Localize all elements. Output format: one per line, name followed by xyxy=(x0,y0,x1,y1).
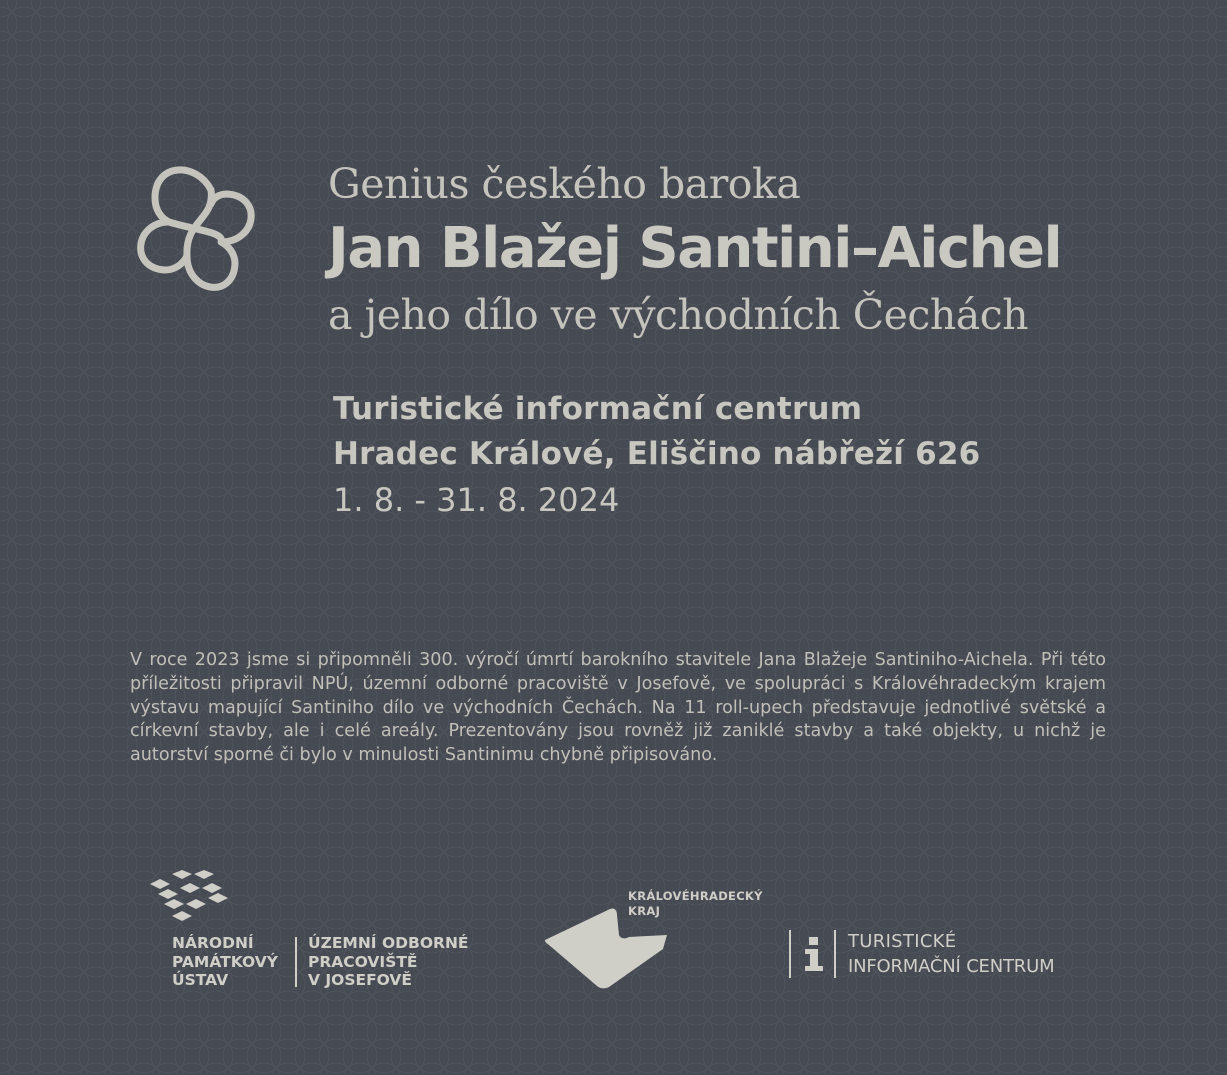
exhibition-subtitle-bottom: a jeho dílo ve východních Čechách xyxy=(328,291,1029,339)
exhibition-dates: 1. 8. - 31. 8. 2024 xyxy=(333,481,620,519)
info-icon xyxy=(804,937,824,971)
npu-branch-text: ÚZEMNÍ ODBORNÉ PRACOVIŠTĚ V JOSEFOVĚ xyxy=(308,934,469,989)
exhibition-subtitle-top: Genius českého baroka xyxy=(328,160,801,208)
exhibition-description: V roce 2023 jsme si připomněli 300. výročí úmrtí barokního stavitele Jana Blažeje Santiniho-Aichela. Při této příležitosti připravil NPÚ, územní odborné pracoviště v Josefově, ve spolupráci s Královéhradeckým krajem výstavu mapující Santiniho dílo ve východních Čechách. Na 11 roll-upech představuje jednotlivé světské a církevní stavby, ale i celé areály. Prezentovány jsou rovněž již zaniklé stavby a také objekty, u nichž je autorství sporné či bylo v minulosti Santinimu chybně připisováno. xyxy=(130,650,1106,766)
tic-logo-text-line2: INFORMAČNÍ CENTRUM xyxy=(848,956,1055,977)
tic-logo-text-line1: TURISTICKÉ xyxy=(848,931,957,952)
exhibition-logo-icon xyxy=(125,160,297,330)
npu-divider xyxy=(295,937,297,987)
tic-divider-left xyxy=(789,930,791,978)
venue-name: Turistické informační centrum xyxy=(333,391,863,427)
npu-logo-icon xyxy=(150,870,230,925)
tic-divider-right xyxy=(834,930,836,978)
venue-address: Hradec Králové, Eliščino nábřeží 626 xyxy=(333,436,981,472)
exhibition-title: Jan Blažej Santini–Aichel xyxy=(328,216,1062,281)
npu-logo-text: NÁRODNÍ PAMÁTKOVÝ ÚSTAV xyxy=(172,934,279,989)
region-logo-text: KRÁLOVÉHRADECKÝ KRAJ xyxy=(628,889,763,918)
